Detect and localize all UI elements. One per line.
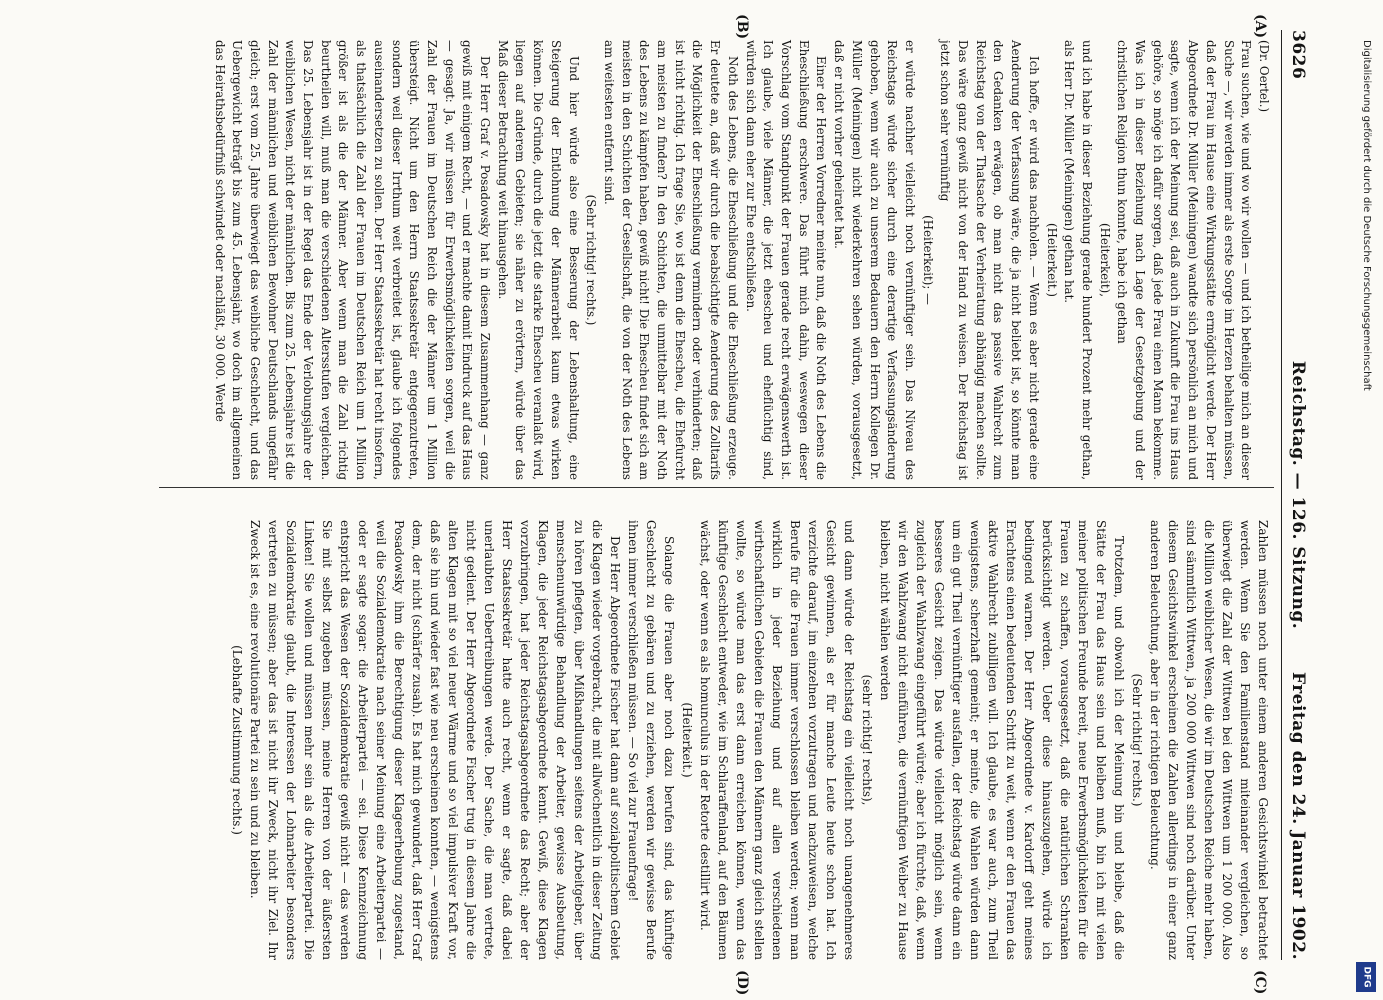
margin-mark-d: (D) [734, 970, 750, 996]
paragraph: Solange die Frauen aber noch dazu berufen sind, das künftige Geschlecht zu gebären und zu erziehen, werden wir gewisse Berufe ihnen immer verschließen müssen. — So viel zur Frauenfrage! [626, 520, 676, 960]
rotated-page [30, 0, 1330, 1000]
paragraph: Ich hoffe, er wird das nachholen. — Wenn es aber nicht gerade eine Aenderung der Verfassung wäre, die ja nicht beliebt ist, so könnte man den Gedanken erwägen, ob man nicht das passive Wahlrecht zum Reichstag von der Thatsache der Verheiratung abhängig machen sollte. Das wäre ganz gewiß nicht von der Hand zu weisen. Der Reichstag ist jetzt schon sehr vernünftig [938, 40, 1041, 480]
margin-mark-b: (B) [734, 14, 750, 40]
dfg-logo-text: DFG [1361, 966, 1372, 988]
paragraph: Einer der Herren Vorredner meinte nun, daß die Noth des Lebens die Eheschließung erschwere. Das führt mich dahin, weswegen dieser Vorschlag vom Standpunkt der Frauen gerade recht erwägenswerth ist. Ich glaube, viele Männer, die jetzt ehescheu und eheflüchtig sind, würden sich dann eher zur Ehe entschließen. [743, 40, 829, 480]
paragraph: Zahlen müssen noch unter einem anderen Gesichtswinkel betrachtet werden. Wenn Sie den Familienstand miteinander vergleichen, so überwiegt die Zahl der Wittwen bei den Wittwen um 1 200 000. Also die Million weiblicher Wesen, die wir im Deutschen Reiche mehr haben, sind sämmtlich Wittwen, ja 200 000 Wittwen sind noch darüber. Unter diesem Gesichtswinkel erscheinen die Zahlen allerdings in einer ganz anderen Beleuchtung, aber in der richtigen Beleuchtung. [1148, 520, 1270, 960]
paragraph: er würde nachher vielleicht noch vernünftiger sein. Das Niveau des Reichstags würde sicher durch eine derartige Verfassungsänderung gehoben, wenn wir auch zu unserem Bedauern den Herrn Kollegen Dr. Müller (Meiningen) nicht wiederkehren sehen würden, vorausgesetzt, daß er nicht vorher geheiratet hat. [832, 40, 917, 480]
page-title: Reichstag. — 126. Sitzung. [1288, 360, 1308, 630]
paragraph: und dann würde der Reichstag ein vielleicht noch unangenehmeres Gesicht gewinnen, als er für manche Leute heute schon hat. Ich verzichte darauf, im einzelnen vorzutragen und nachzuweisen, welche Berufe für die Frauen immer verschlossen bleiben werden; wenn man wirklich in jeder Beziehung und auf allen verschiedenen wirthschaftlichen Gebieten die Frauen den Männern ganz gleich stellen wollte, so würde man das erst dann erreichen können, wenn das künftige Geschlecht entweder, wie im Schlaraffenland, auf den Bäumen wächst, oder wenn es als homunculus in der Retorte destillirt wird. [698, 520, 856, 960]
paragraph: Der Herr Abgeordnete Fischer hat dann auf sozialpolitischem Gebiet die Klagen wieder vorgebracht, die mit allwöchentlich in dieser Zeitung zu hören pflegten, über Mißhandlungen seitens der Arbeitgeber, über menschenunwürdige Behandlung der Arbeiter, gewisse Ausbeutung, Klagen, die jeder Reichstagsabgeordnete kennt. Gewiß, diese Klagen vorzubringen, hat jeder Reichstagsabgeordnete das Recht; aber der Herr Staatssekretär hatte auch recht, wenn er sagte, daß dabei unerlaubten Uebertreibungen werde. Der Sache, die man vertrete, nicht gedient. Der Herr Abgeordnete Fischer trug in diesem Jahre die alten Klagen mit so viel neuer Wärme und so viel impulsiver Kraft vor, daß sie hin und wieder fast wie neu erscheinen konnten, — wenigstens dem, der nicht (schärfer zusah). Es hat mich gewundert, daß Herr Graf Posadowsky ihm die Berechtigung dieser Klageerhebung zugestand, weil die Sozialdemokratie nach seiner Meinung eine Arbeiterpartei — oder er sagte sogar: die Arbeiterpartei — sei. Diese Kennzeichnung entspricht das Wesen der Sozialdemokratie gewiß nicht — das werden Sie mit selbst zugeben müssen, meine Herren von der äußersten Linken! Sie wollen und müssen mehr sein als die Arbeiterpartei. Die Sozialdemokratie glaubt, die Interessen der Lohnarbeiter besonders vertreten zu müssen; aber das ist nicht ihr Zweck, nicht ihr Ziel. Ihr Zweck ist es, eine revolutionäre Partei zu sein und zu bleiben. [248, 520, 622, 960]
paragraph: (Heiterkeit.) [1044, 222, 1059, 297]
paragraph: Der Herr Graf v. Posadowsky hat in diesem Zusammenhang — ganz gewiß mit einigem Recht, — und er machte damit Eindruck auf das Haus — gesagt: Ja, wir müssen für Erwerbsmöglichkeiten sorgen, weil die Zahl der Frauen im Deutschen Reich die der Männer um 1 Million übersteigt. Nicht um den Herrn Staatssekretär entgegenzutreten, sondern weil dieser Irrthum weit verbreitet ist, glaube ich folgendes auseinandersetzen zu sollen. Der Herr Staatssekretär hat recht insofern, als thatsächlich die Zahl der Frauen im Deutschen Reich um 1 Million größer ist als die der Männer. Aber wenn man die Zahl richtig beurtheilen will, muß man die verschiedenen Altersstufen vergleichen. Das 25. Lebensjahr ist in der Regel das Ende der Verlobungsjahre der weiblichen Wesen, nicht der männlichen. Bis zum 25. Lebensjahre ist die Zahl der männlichen und weiblichen Bewohner Deutschlands ungefähr gleich; erst vom 25. Jahre überwiegt das weibliche Geschlecht, und das Uebergewicht beträgt bis zum 45. Lebensjahr, wo doch im allgemeinen das Heirathsbedürfniß schwindet oder nachläßt, 30 000. Werde [212, 40, 493, 480]
paragraph: (Sehr richtig! rechts.) [584, 194, 599, 326]
paragraph: Frau suchen, wie und wo wir wollen — und ich betheilige mich an dieser Suche —, wir werden immer als erste Sorge im Herzen behalten müssen, daß der Frau im Hause eine Wirkungsstätte ermöglicht werde. Der Herr Abgeordnete Dr. Müller (Meiningen) wandte sich persönlich an mich und sagte, wenn ich der Meinung sei, daß auch in Zukunft die Frau ins Haus gehöre, so möge ich dafür sorgen, daß jede Frau einen Mann bekomme. Was ich in dieser Beziehung nach Lage der Gesetzgebung und der christlichen Religion thun konnte, habe ich gethan [1115, 40, 1254, 480]
left-column [210, 40, 1272, 480]
paragraph: Und hier würde also eine Besserung der Lebenshaltung, eine Steigerung der Entlohnung der Männerarbeit kaum etwas wirken können. Die Gründe, durch die jetzt die starke Ehescheu veranlaßt wird, liegen auf anderem Gebieten; sie näher zu erörtern, würde über das Maß dieser Betrachtung weit hinausgehen. [495, 40, 581, 480]
paragraph: (Heiterkeit); — [920, 215, 935, 305]
paragraph: (Heiterkeit.) [680, 702, 694, 778]
paragraph: Trotzdem, und obwohl ich der Meinung bin und bleibe, daß die Stätte der Frau das Haus sein und bleiben muß, bin ich mit vielen meiner politischen Freunde bereit, neue Erwerbsmöglichkeiten für die Frauen zu schaffen, vorausgesetzt, daß die natürlichen Schranken berücksichtigt werden. Ueber diese hinauszugehen, würde ich bedingend warnen. Der Herr Abgeordnete v. Kardorff geht meines Erachtens einen bedeutenden Schritt zu weit, wenn er den Frauen das aktive Wahlrecht zubilligen will. Ich glaube, es war auch, zum Theil wenigstens, scherzhaft gemeint; er meinte, die Wahlen würden dann um ein gut Theil vernünftiger ausfallen, der Reichstag würde dann ein besseres Gesicht zeigen. Das würde vielleicht möglich sein, wenn zugleich der Wahlzwang eingeführt würde; aber ich fürchte, daß, wenn wir den Wahlzwang nicht einführen, die vernünftigen Weiber zu Hause bleiben, nicht wählen werden [878, 520, 1126, 960]
column-divider [159, 487, 1274, 488]
dfg-logo [1356, 962, 1376, 992]
page-number: 3626 [1288, 30, 1308, 80]
paragraph: (Sehr richtig! rechts.) [1130, 673, 1144, 807]
paragraph: (sehr richtig! rechts), [860, 674, 874, 806]
funding-note: Digitalisierung gefördert durch die Deutsche Forschungsgemeinschaft [1361, 40, 1372, 391]
paragraph: und ich habe in dieser Beziehung gerade hundert Prozent mehr gethan, als Herr Dr. Müller (Meiningen) gethan hat. [1062, 40, 1094, 480]
session-date: Freitag den 24. Januar 1902. [1288, 671, 1308, 960]
margin-mark-c: (C) [1252, 970, 1268, 995]
paragraph: Noth des Lebens, die Eheschließung und die Eheschließung erzeuge. Er deutete an, daß wir durch die beabsichtigte Aenderung des Zolltarifs die Möglichkeit der Eheschließung vermindern oder verhinderten; daß ist nicht richtig. Ich frage Sie, wo ist denn die Ehescheu, die Ehefurcht am meisten zu finden? In den Schichten, die unmittelbar mit der Noth des Lebens zu kämpfen haben, gewiß nicht! Die Ehescheu findet sich am meisten in den Schichten der Gesellschaft, die von der Noth des Lebens am weitesten entfernt sind. [601, 40, 740, 480]
paragraph: (Lebhafte Zustimmung rechts.) [230, 645, 244, 835]
paragraph: (Dr. Oertel.) [1257, 40, 1271, 113]
funding-sidebar [1352, 40, 1376, 995]
page-header [1281, 30, 1312, 960]
paragraph: (Heiterkeit), [1097, 222, 1112, 297]
margin-mark-a: (A) [1252, 14, 1268, 39]
right-column [228, 520, 1272, 960]
